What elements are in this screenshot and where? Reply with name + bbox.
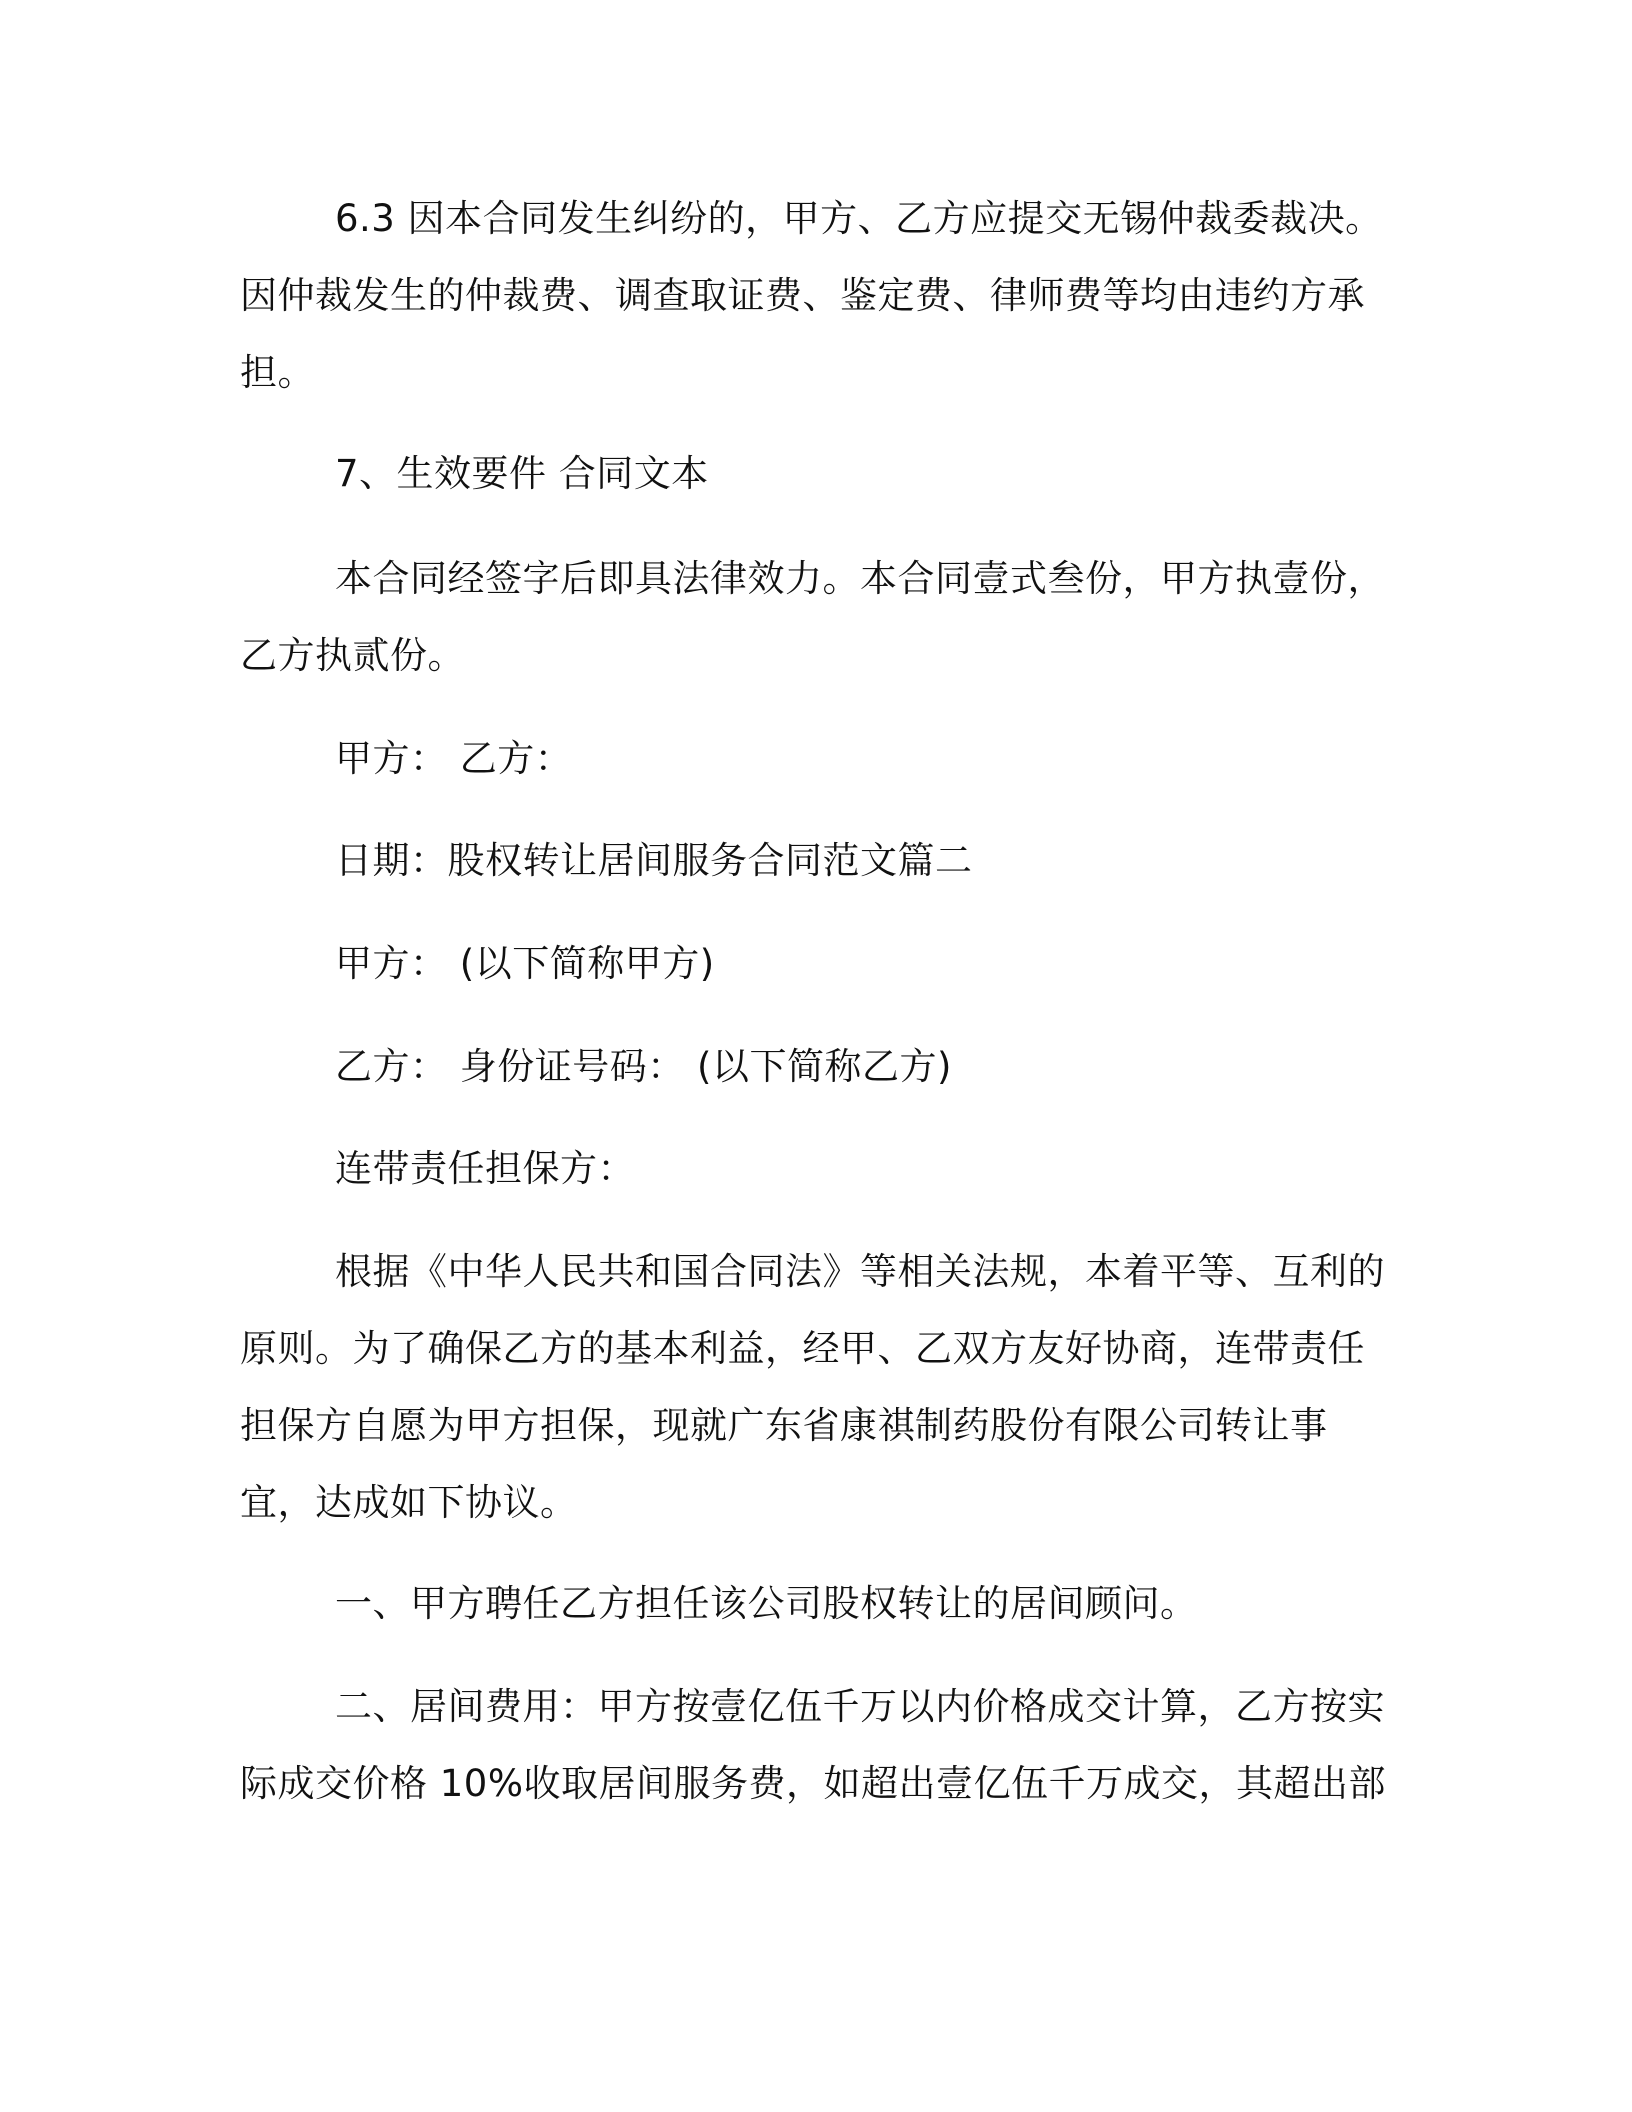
paragraph-agreement-basis: 根据《中华人民共和国合同法》等相关法规，本着平等、互利的原则。为了确保乙方的基本利益，经甲、乙双方友好协商，连带责任担保方自愿为甲方担保，现就广东省康祺制药股份有限公司转让事宜，达成如下协议。 — [240, 1250, 1385, 1524]
guarantor-line: 连带责任担保方： — [335, 1147, 635, 1190]
signature-parties-line: 甲方： 乙方： — [335, 737, 573, 780]
party-b-line: 乙方： 身份证号码： (以下简称乙方) — [335, 1045, 952, 1088]
party-a-line: 甲方： (以下简称甲方) — [335, 942, 715, 985]
clause-two: 二、居间费用：甲方按壹亿伍千万以内价格成交计算，乙方按实际成交价格 10%收取居间服务费，如超出壹亿伍千万成交，其超出部 — [240, 1685, 1386, 1805]
paragraph-arbitration: 6.3 因本合同发生纠纷的，甲方、乙方应提交无锡仲裁委裁决。因仲裁发生的仲裁费、调查取证费、鉴定费、律师费等均由违约方承担。 — [240, 197, 1383, 394]
heading-effective-conditions: 7、生效要件 合同文本 — [335, 452, 709, 495]
clause-one: 一、甲方聘任乙方担任该公司股权转让的居间顾问。 — [335, 1582, 1198, 1625]
date-title-line: 日期：股权转让居间服务合同范文篇二 — [335, 839, 973, 882]
paragraph-legal-effect: 本合同经签字后即具法律效力。本合同壹式叁份，甲方执壹份，乙方执贰份。 — [240, 557, 1385, 677]
